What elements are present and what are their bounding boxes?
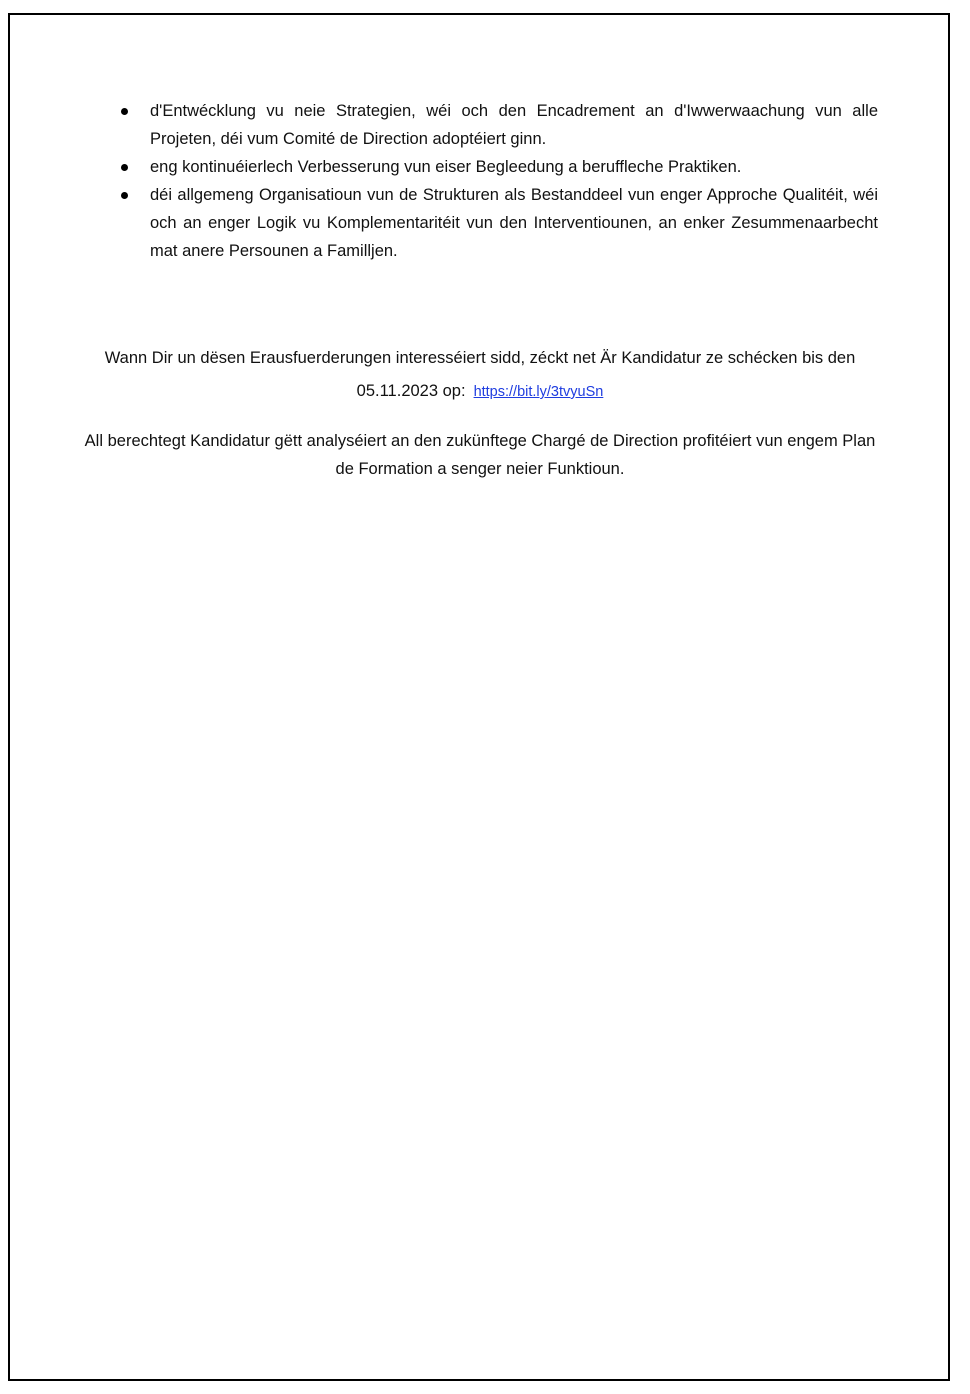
application-call-paragraph bbox=[80, 342, 880, 409]
bullet-text: d'Entwécklung vu neie Strategien, wéi och den Encadrement an d'Iwwerwaachung vun alle Projeten, déi vum Comité de Direction adoptéiert ginn. bbox=[150, 102, 878, 148]
application-link[interactable]: https://bit.ly/3tvyuSn bbox=[473, 384, 604, 400]
bullet-text: déi allgemeng Organisatioun vun de Strukturen als Bestanddeel vun enger Approche Qualitéit, wéi och an enger Logik vu Komplementaritéit vun den Interventiounen, an enker Zesummenaarbecht mat anere Persounen a Familljen. bbox=[150, 186, 878, 260]
closing-paragraph: All berechtegt Kandidatur gëtt analyséiert an den zukünftege Chargé de Direction profitéiert vun engem Plan de Formation a senger neier Funktioun. bbox=[84, 432, 876, 478]
bullet-text: eng kontinuéierlech Verbesserung vun eiser Begleedung a beruffleche Praktiken. bbox=[150, 158, 742, 176]
list-item bbox=[118, 153, 878, 181]
bullet-list bbox=[118, 97, 878, 265]
bullet-icon bbox=[121, 108, 128, 115]
document-page bbox=[8, 13, 950, 1381]
list-item bbox=[118, 97, 878, 153]
bullet-icon bbox=[121, 192, 128, 199]
application-call-text: Wann Dir un dësen Erausfuerderungen interesséiert sidd, zéckt net Är Kandidatur ze schécken bis den 05.11.2023 op: bbox=[104, 349, 856, 400]
bullet-icon bbox=[121, 164, 128, 171]
list-item bbox=[118, 181, 878, 265]
